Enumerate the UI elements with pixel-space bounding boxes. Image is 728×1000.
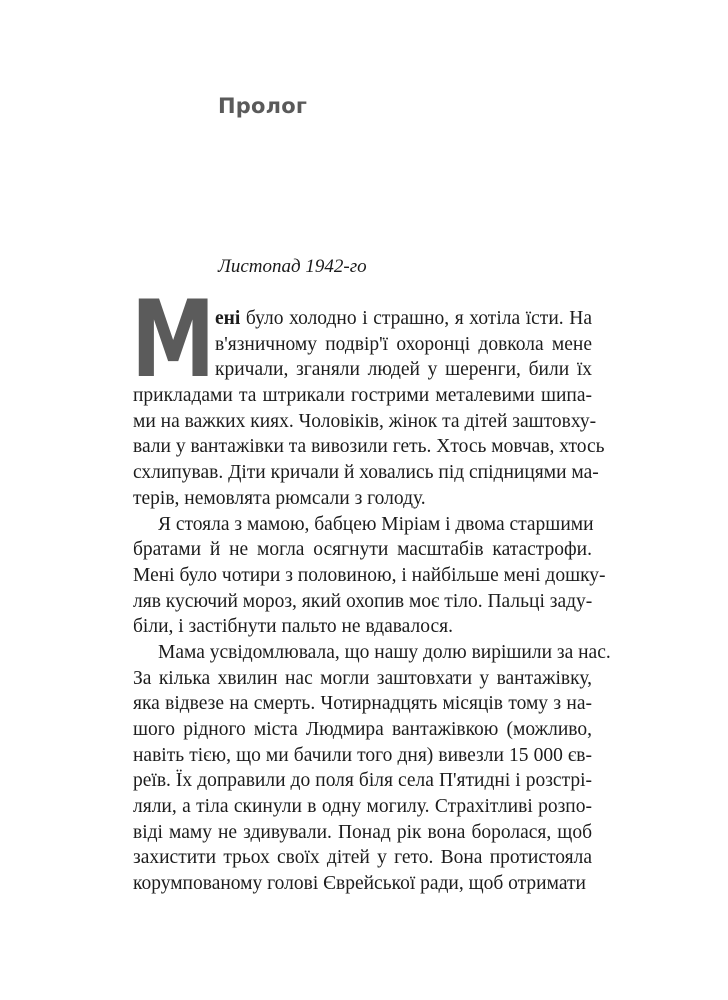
text-line: ляли, а тіла скинули в одну могилу. Страхітливі розпо-: [133, 796, 592, 818]
text-line: Мені було чотири з половиною, і найбільше мені дошку-: [133, 564, 606, 586]
text-line: ми на важких киях. Чоловіків, жінок та дітей заштовху-: [133, 410, 597, 432]
chapter-title: Пролог: [218, 94, 308, 118]
body-text: [133, 306, 611, 897]
text-line: схлипував. Діти кричали й ховались під спідницями ма-: [133, 462, 599, 484]
text-line: братами й не могла осягнути масштабів катастрофи.: [133, 539, 592, 561]
text-line: реїв. Їх доправили до поля біля села П'ятидні і розстрі-: [133, 770, 592, 792]
date-heading: Листопад 1942-го: [218, 256, 367, 277]
text-line: прикладами та штрикали гострими металевими шипа-: [133, 385, 592, 407]
text-line: кричали, зганяли людей у шеренги, били їх: [215, 359, 592, 381]
text-line: навіть тією, що ми бачили того дня) вивезли 15 000 єв-: [133, 744, 592, 766]
text-line: шого рідного міста Людмира вантажівкою (можливо,: [133, 719, 592, 740]
text-line: вали у вантажівки та вивозили геть. Хтось мовчав, хтось: [133, 436, 605, 458]
text-line: захистити трьох своїх дітей у гето. Вона протистояла: [133, 847, 592, 869]
text-line: терів, немовлята рюмсали з голоду.: [133, 487, 426, 509]
text-line: Мама усвідомлювала, що нашу долю вирішили за нас.: [158, 641, 611, 663]
text-line: За кілька хвилин нас могли заштовхати у вантажівку,: [133, 667, 592, 689]
text-line: корумпованому голові Єврейської ради, щоб отримати: [133, 873, 586, 895]
text-line: біли, і застібнути пальто не вдавалося.: [133, 616, 453, 638]
text-line: віді маму не здивували. Понад рік вона боролася, щоб: [133, 821, 592, 843]
first-word-rest: ені: [215, 308, 241, 329]
text-line: яка відвезе на смерть. Чотирнадцять місяців тому з на-: [133, 693, 592, 715]
text-line: ені було холодно і страшно, я хотіла їсти. На: [215, 308, 592, 329]
drop-cap: М: [131, 278, 216, 401]
text-line: в'язничному подвір'ї охоронці довкола мене: [215, 333, 592, 355]
text-line: Я стояла з мамою, бабцею Міріам і двома старшими: [158, 513, 594, 535]
text-line: ляв кусючий мороз, який охопив моє тіло. Пальці заду-: [133, 590, 593, 612]
